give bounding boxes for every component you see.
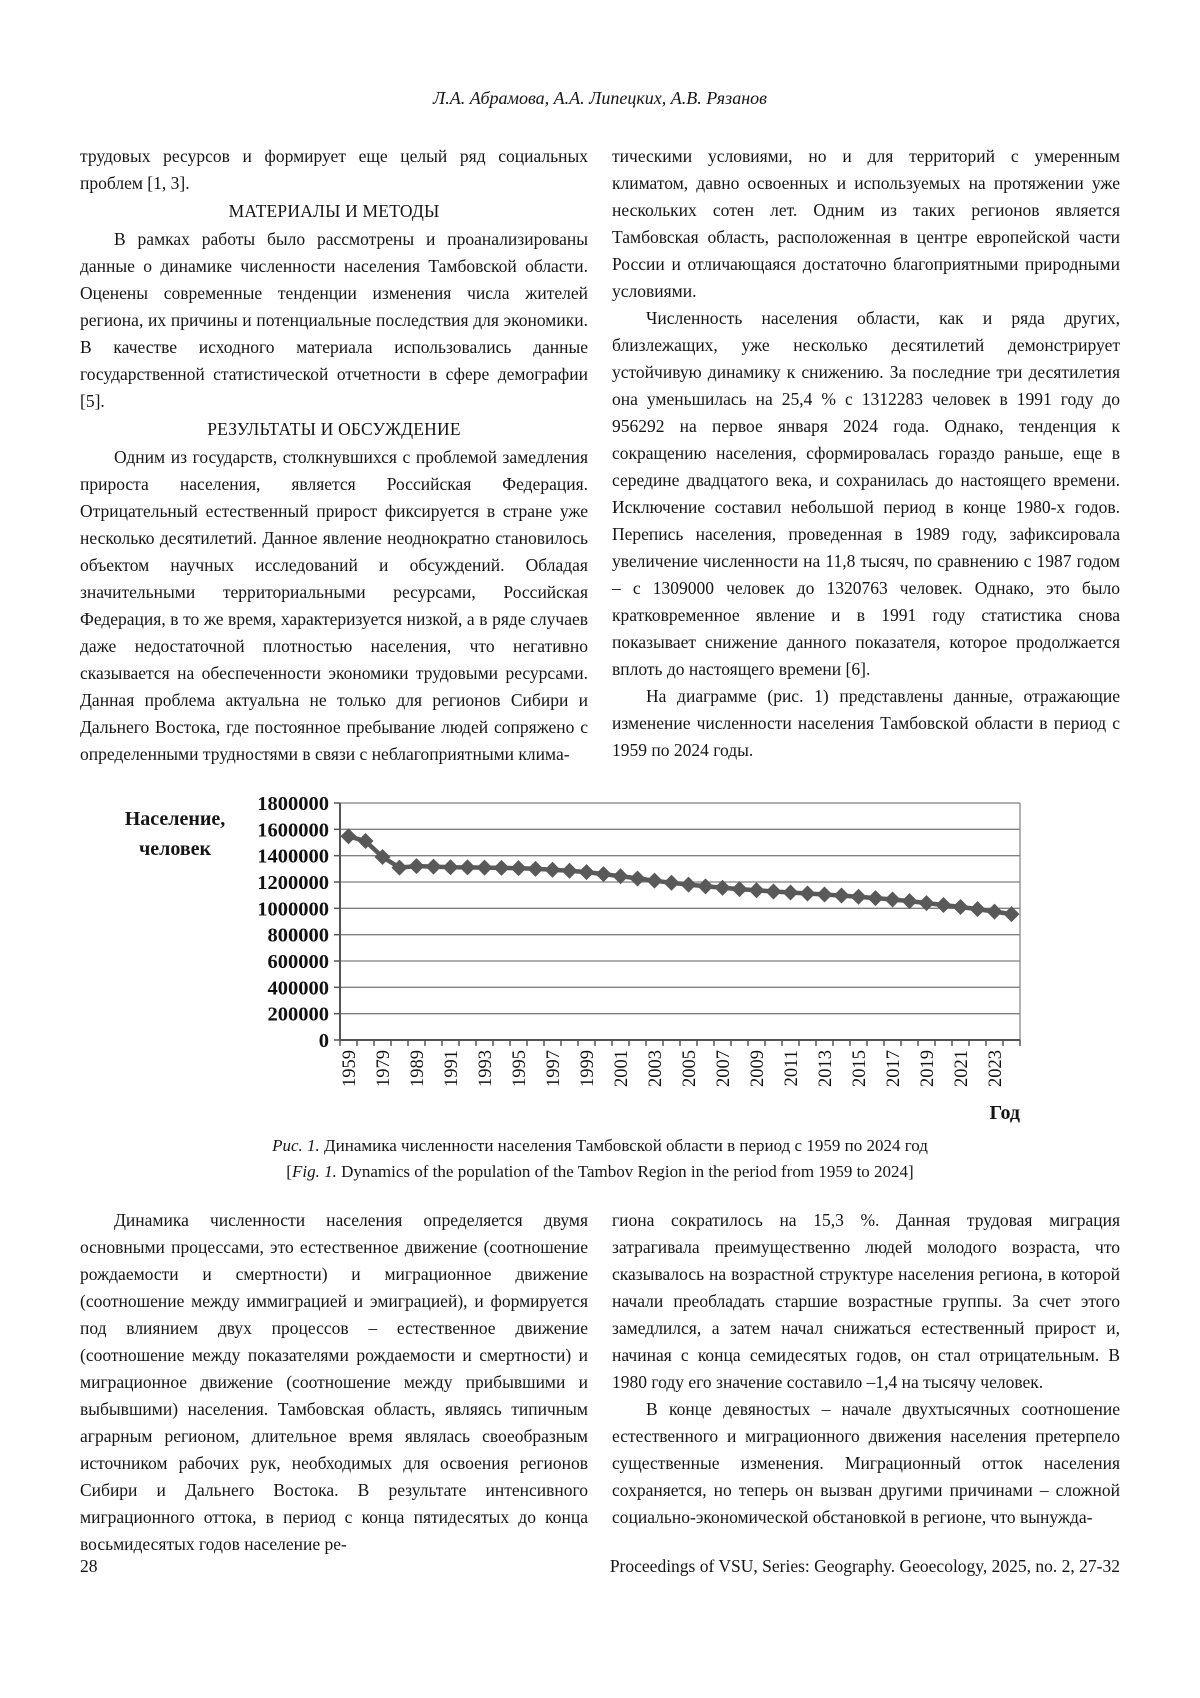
svg-text:1991: 1991 xyxy=(442,1050,462,1087)
section-heading-results: РЕЗУЛЬТАТЫ И ОБСУЖДЕНИЕ xyxy=(207,419,461,439)
paragraph: Численность населения области, как и ряда других, близлежащих, уже несколько десятилетий демонстрирует устойчивую динамику к снижению. За последние три десятилетия она уменьшилась на 25,4 % с 1312283 человек в 1991 году до 956292 на первое января 2024 года. Однако, тенденция к сокращению населения, сформировалась гораздо раньше, еще в середине двадцатого века, и сохранилась до настоящего времени. Исключение составил небольшой период в конце 1980-х годов. Перепись населения, проведенная в 1989 году, зафиксировала увеличение численности на 11,8 тысяч, по сравнению с 1987 годом – с 1309000 человек до 1320763 человек. Однако, это было кратковременное явление и в 1991 году статистика снова показывает снижение данного показателя, которое продолжается вплоть до настоящего времени [6]. xyxy=(612,308,1120,679)
svg-text:200000: 200000 xyxy=(267,1003,329,1026)
paragraph: На диаграмме (рис. 1) представлены данные, отражающие изменение численности населения Тамбовской области в период с 1959 по 2024 годы. xyxy=(612,686,1120,760)
svg-text:1989: 1989 xyxy=(408,1050,428,1087)
paragraph: Одним из государств, столкнувшихся с проблемой замедления прироста населения, является Российская Федерация. Отрицательный естественный прирост фиксируется в стране уже несколько десятилетий. Данное явление неоднократно становилось объектом научных исследований и обсуждений. Обладая значительными территориальными ресурсами, Российская Федерация, в то же время, характеризуется низкой, а в ряде случаев даже недостаточной плотностью населения, что негативно сказывается на обеспеченности экономики трудовыми ресурсами. Данная проблема актуальна не только для регионов Сибири и Дальнего Востока, где постоянное пребывание людей сопряжено с определенными трудностями в связи с неблагоприятными клима- xyxy=(80,447,588,764)
y-axis-title xyxy=(115,804,235,864)
svg-text:2003: 2003 xyxy=(646,1050,666,1087)
bottom-columns xyxy=(80,1207,1120,1558)
caption-en-label: Fig. 1. xyxy=(291,1162,337,1181)
caption-ru xyxy=(80,1133,1120,1159)
svg-text:2023: 2023 xyxy=(986,1050,1006,1087)
svg-text:2009: 2009 xyxy=(748,1050,768,1087)
x-axis-title: Год xyxy=(989,1102,1020,1124)
svg-text:2013: 2013 xyxy=(816,1050,836,1087)
figure-1 xyxy=(80,788,1120,1185)
svg-text:1999: 1999 xyxy=(578,1050,598,1087)
svg-text:1997: 1997 xyxy=(544,1050,564,1087)
svg-text:1995: 1995 xyxy=(510,1050,530,1087)
section-heading-materials: МАТЕРИАЛЫ И МЕТОДЫ xyxy=(228,201,440,221)
svg-text:2017: 2017 xyxy=(884,1050,904,1087)
caption-ru-label: Рис. 1. xyxy=(272,1136,320,1155)
svg-text:1800000: 1800000 xyxy=(257,793,329,815)
paragraph: трудовых ресурсов и формирует еще целый ряд социальных проблем [1, 3]. xyxy=(80,146,588,193)
paragraph: Динамика численности населения определяется двумя основными процессами, это естественное движение (соотношение рождаемости и смертности) и миграционное движение (соотношение между иммиграцией и эмиграцией), и формируется под влиянием двух процессов – естественное движение (соотношение между показателями рождаемости и смертности) и миграционное движение (соотношение между прибывшими и выбывшими) населения. Тамбовская область, являясь типичным аграрным регионом, длительное время являлась своеобразным источником рабочих рук, необходимых для освоения регионов Сибири и Дальнего Востока. В результате интенсивного миграционного оттока, в период с конца пятидесятых до конца восьмидесятых годов население ре- xyxy=(80,1210,588,1554)
svg-text:1979: 1979 xyxy=(374,1050,394,1087)
top-columns xyxy=(80,143,1120,768)
y-axis-title-line1: Население, xyxy=(124,808,226,830)
caption-en xyxy=(80,1159,1120,1185)
svg-text:1993: 1993 xyxy=(476,1050,496,1087)
svg-text:2019: 2019 xyxy=(918,1050,938,1087)
paragraph: тическими условиями, но и для территорий с умеренным климатом, давно освоенных и используемых на протяжении уже нескольких сотен лет. Одним из таких регионов является Тамбовская область, расположенная в центре европейской части России и отличающаяся достаточно благоприятными природными условиями. xyxy=(612,146,1120,301)
svg-text:2001: 2001 xyxy=(612,1050,632,1087)
svg-text:1200000: 1200000 xyxy=(257,872,329,894)
top-right-column xyxy=(612,143,1120,768)
svg-text:2021: 2021 xyxy=(952,1050,972,1087)
paragraph: В рамках работы было рассмотрены и проанализированы данные о динамике численности населения Тамбовской области. Оценены современные тенденции изменения числа жителей региона, их причины и потенциальные последствия для экономики. В качестве исходного материала использовались данные государственной статистической отчетности в сфере демографии [5]. xyxy=(80,229,588,411)
line-chart-canvas xyxy=(235,788,1025,1100)
bottom-right-column xyxy=(612,1207,1120,1558)
svg-text:800000: 800000 xyxy=(267,924,329,947)
page-number: 28 xyxy=(80,1556,98,1576)
paragraph: гиона сократилось на 15,3 %. Данная трудовая миграция затрагивала преимущественно людей молодого возраста, что сказывалось на возрастной структуре населения региона, в которой начали преобладать старшие возрастные группы. За счет этого замедлился, а затем начал снижаться естественный прирост и, начиная с конца семидесятых годов, он стал отрицательным. В 1980 году его значение составило –1,4 на тысячу человек. xyxy=(612,1210,1120,1392)
svg-text:2007: 2007 xyxy=(714,1050,734,1087)
svg-text:2011: 2011 xyxy=(782,1050,802,1087)
svg-text:1000000: 1000000 xyxy=(257,898,329,921)
journal-footer-line: Proceedings of VSU, Series: Geography. Geoecology, 2025, no. 2, 27-32 xyxy=(609,1556,1120,1576)
svg-text:2015: 2015 xyxy=(850,1050,870,1087)
caption-ru-text: Динамика численности населения Тамбовской области в период с 1959 по 2024 год xyxy=(319,1136,928,1155)
y-axis-title-line2: человек xyxy=(138,838,212,860)
svg-text:1959: 1959 xyxy=(340,1050,360,1087)
svg-text:400000: 400000 xyxy=(267,977,329,1000)
authors-line: Л.А. Абрамова, А.А. Липецких, А.В. Рязанов xyxy=(433,88,767,108)
bottom-left-column xyxy=(80,1207,588,1558)
figure-caption xyxy=(80,1133,1120,1185)
top-left-column xyxy=(80,143,588,768)
paragraph: В конце девяностых – начале двухтысячных соотношение естественного и миграционного движения населения претерпело существенные изменения. Миграционный отток населения сохраняется, но теперь он вызван другими причинами – сложной социально-экономической обстановкой в регионе, что вынужда- xyxy=(612,1399,1120,1527)
svg-text:1600000: 1600000 xyxy=(257,819,329,842)
svg-text:0: 0 xyxy=(318,1030,329,1052)
svg-text:600000: 600000 xyxy=(267,951,329,973)
page-footer xyxy=(80,1556,1120,1577)
svg-text:2005: 2005 xyxy=(680,1050,700,1087)
population-chart xyxy=(115,788,1120,1100)
caption-en-text: Dynamics of the population of the Tambov Region in the period from 1959 to 2024] xyxy=(336,1162,914,1181)
svg-text:1400000: 1400000 xyxy=(257,845,329,868)
caption-en-open: [ xyxy=(286,1162,292,1181)
